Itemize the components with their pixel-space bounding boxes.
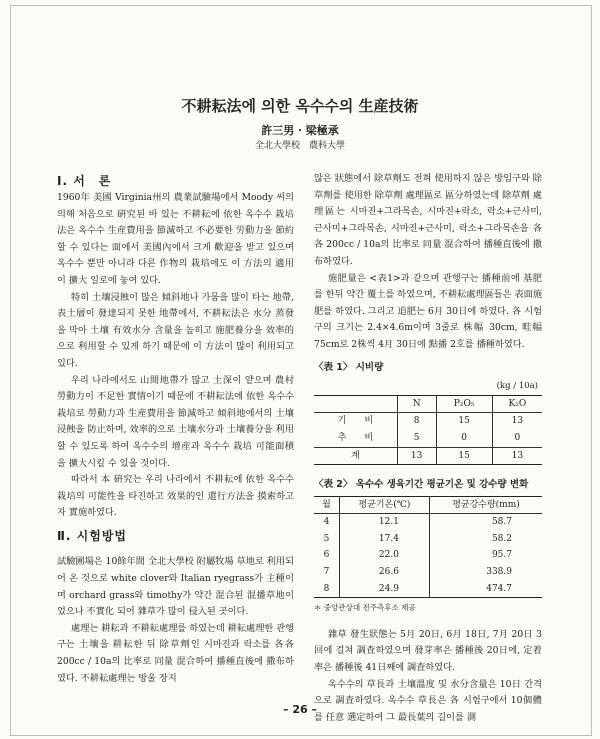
table-row [314,447,542,465]
table-cell: 338.9 [486,567,512,578]
table2-footnote: ＊ 중앙관상대 전주측후소 제공 [314,603,416,613]
table-row [314,430,542,447]
table-row [314,514,542,531]
table-cell: 12.1 [339,514,429,531]
table-header: 월 [314,496,339,514]
paragraph: 施肥量은 <表1>과 같으며 관행구는 播種前에 基肥를 한뒤 약간 覆土를 하였으며, 不耕耘處理區들은 表面施肥를 하였다. 그리고 追肥는 6月 30日에 하였다. 各 시험구의 크기는 2.4×4.6m이며 3줄로 株幅 30cm, 畦幅 75cm로 2株씩 4月 30日에 點播 2호를 播種하였다. [314,272,543,350]
paragraph: 않은 狀態에서 除草劑도 전혀 使用하지 않은 방임구와 除草劑를 使用한 除草劑 處理區로 區分하였는데 除草劑 處理區는 시마진+그라목손, 시마진+락소, 락소+근사미, 근사미+그라목손, 시마진+근사미, 락소+그라목손을 各各 200cc / 10a의 比率로 同量 混合하여 播種直後에 撒布하였다. [314,173,542,267]
table-cell: 0 [514,432,521,443]
left-column [57,190,294,687]
table-header: 평균기온(℃) [339,496,429,514]
table-cell: 8 [397,413,436,430]
table-cell: 13 [492,447,542,465]
paragraph: 特히 土壤浸蝕이 많은 傾斜地나 가뭄을 많이 타는 地帶, 表土層이 發達되지 못한 地帶에서, 不耕耘法은 水分 蒸發을 막아 土壤 有效水分 含量을 높히고 施肥養分을 效率的으로 利用할 수 있게 하기 때문에 이 方法이 많이 利用되고 있다. [57,291,294,369]
table-cell: 15 [436,447,492,465]
paragraph: 따라서 本 硏究는 우리 나라에서 不耕耘에 依한 옥수수 栽培의 可能性을 타진하고 效果的인 還行方法을 摸索하고자 實施하였다. [57,474,294,519]
table-cell: 8 [314,581,339,598]
table1-unit: (kg / 10a) [496,381,538,392]
table-cell: 4 [314,514,339,531]
paragraph: 雜草 發生狀態는 5月 20日, 6月 18日, 7月 20日 3回에 걸쳐 調査하였으며 發芽率은 播種後 20日에, 定着率은 播種後 41日째에 調査하였다. [314,628,542,674]
table-cell: 26.6 [339,564,429,581]
table-header: K₂O [492,395,542,413]
table-cell: 24.9 [339,581,429,598]
table-row [314,413,542,430]
table-header: P₂O₅ [436,395,492,413]
table-cell: 기 비 [314,413,397,430]
table-row [314,531,542,548]
table-cell: 58.7 [491,517,512,528]
fertilizer-table [314,395,542,465]
right-column [314,171,542,726]
table-cell: 7 [314,564,339,581]
paragraph: 1960年 美國 Virginia州의 農業試驗場에서 Moody 씨의 의해 처음으로 硏究된 바 있는 不耕耘에 依한 옥수수 栽培法은 옥수수 生産費用을 節減하고 不必要한 労動力을 節約할 수 있다는 面에서 美國內에서 크게 歡迎을 받고 있으며 옥수수 뿐만 아니라 다른 作物의 栽培에도 이 方法의 適用이 擴大 일로에 놓여 있다. [57,192,294,286]
table-cell: 5 [397,430,436,447]
table-cell: 5 [314,531,339,548]
paper-affiliations: 全北大學校 農科大學 [254,141,345,151]
table-cell: 추 비 [314,430,397,447]
table2-title: 〈表 2〉 옥수수 생육기간 평균기온 및 강수량 변화 [314,479,529,491]
paragraph: 處理는 耕耘과 不耕耘處理를 하였는데 耕耘處理한 관행구는 土壤을 耕耘한 뒤 除草劑인 시마진과 락소를 各各 200cc / 10a의 比率로 同量 混合하여 播種直後에 撒布하였다. 不耕耘處理는 방울 장지 [57,622,294,684]
page-number: – 26 – [283,703,317,716]
table-header [314,395,397,413]
table-cell: 17.4 [339,531,429,548]
table-cell: 6 [314,547,339,564]
table-cell: 22.0 [339,547,429,564]
table-header: 평균강수량(mm) [429,496,542,514]
table-row [314,581,542,598]
table-cell: 계 [314,447,397,465]
section-heading-introduction: Ⅰ. 서 론 [57,174,112,188]
table-cell: 95.7 [491,550,512,561]
table-cell: 13 [397,447,436,465]
table1-title: 〈表 1〉 시비량 [314,361,384,373]
intro-paragraphs [57,190,294,522]
climate-table [314,496,542,599]
paragraph: 試驗圃場은 10餘年間 全北大學校 附屬牧場 草地로 利用되어 온 것으로 white clover와 Italian ryegrass가 主種이며 orchard grass와 timothy가 약간 混合된 混播草地이었으나 不實化 되어 雜草가 많이 侵入된 곳이다. [57,556,294,618]
table-row [314,547,542,564]
paper-title: 不耕耘法에 의한 옥수수의 生産技術 [181,97,419,115]
section-heading-methods: Ⅱ. 시험방법 [57,528,128,543]
paper-authors: 許三男 · 梁極承 [261,124,339,137]
table-cell: 58.2 [491,533,512,544]
table-cell: 13 [511,416,524,427]
table-cell: 0 [436,430,492,447]
table-cell: 474.7 [429,581,542,598]
paragraph: 우리 나라에서도 山間地帶가 많고 土深이 얕으며 農村勞動力이 不足한 實情이기 때문에 不耕耘法에 依한 옥수수 栽培로 勞動力과 生産費用을 節減하고 傾斜地에서의 土壤浸蝕을 防止하며, 效率的으로 土壤水分과 土壤養分을 利用할 수 있도록 하여 옥수수의 增産과 옥수수 栽培 可能面積을 擴大시킬 수 있을 것이다. [57,374,294,469]
paragraph: 옥수수의 草長과 土壤溫度 및 水分含量은 10日 간격으로 調査하였다. 옥수수 草長은 各 시험구에서 10個體를 任意 選定하여 그 最長葉의 길이를 測 [314,678,542,723]
table-header: N [397,395,436,413]
table-cell: 15 [436,413,492,430]
table-row [314,564,542,581]
